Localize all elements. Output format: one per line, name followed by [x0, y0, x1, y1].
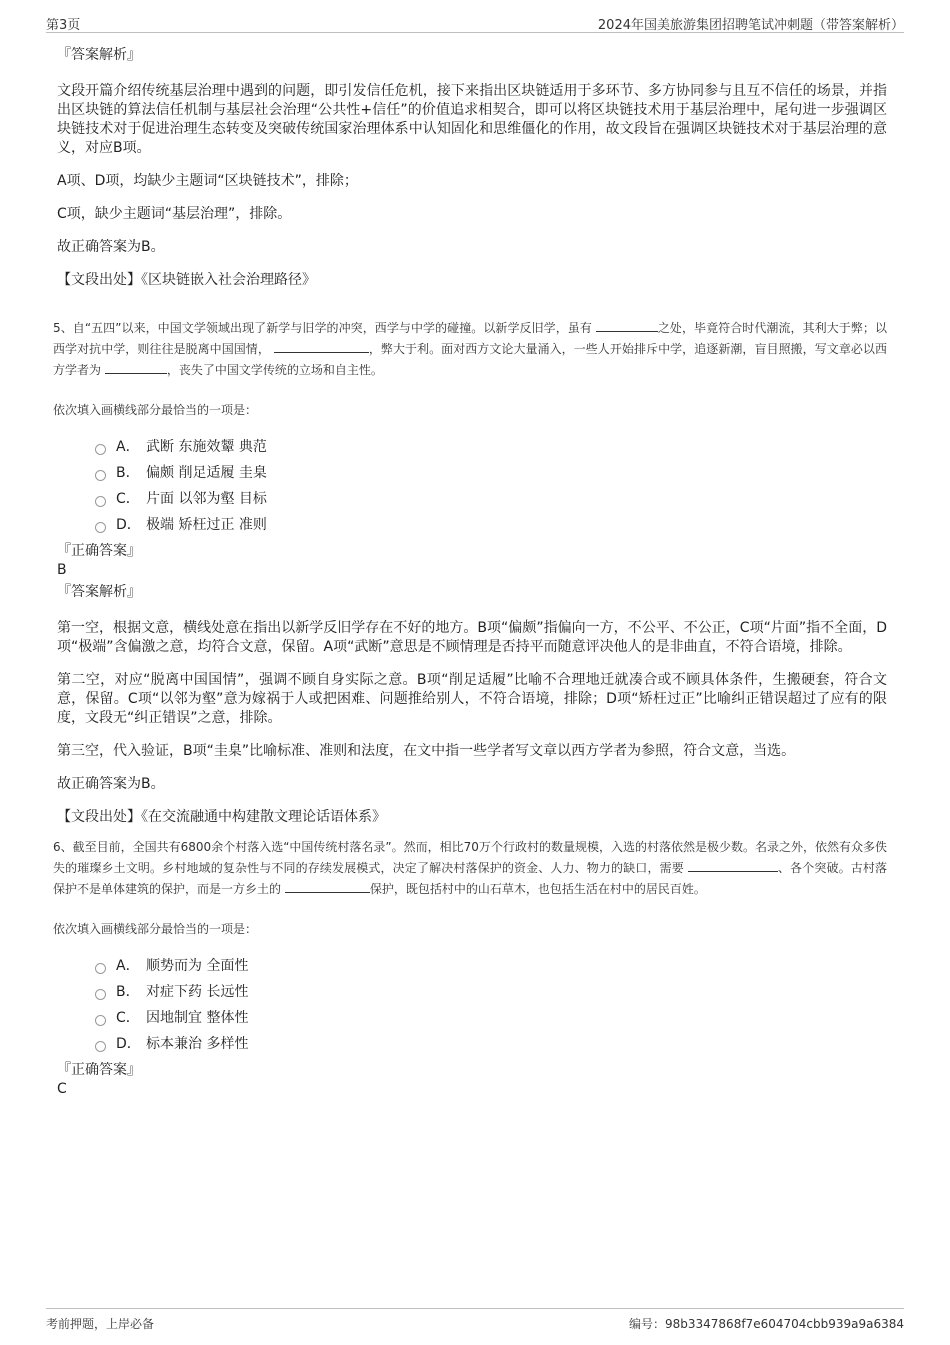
- correct-answer-label: 『正确答案』: [57, 1062, 141, 1078]
- radio-button[interactable]: [95, 470, 106, 481]
- radio-button[interactable]: [95, 444, 106, 455]
- blank-1: [688, 859, 778, 872]
- option-b[interactable]: B． 对症下药 长远性: [95, 979, 887, 1005]
- source-reference: 【文段出处】《区块链嵌入社会治理路径》: [57, 272, 316, 288]
- question-5-instruction: 依次填入画横线部分最恰当的一项是：: [53, 403, 258, 417]
- analysis-paragraph: C项，缺少主题词“基层治理”，排除。: [57, 206, 292, 222]
- option-c[interactable]: C． 片面 以邻为壑 目标: [95, 486, 887, 512]
- analysis-paragraph: 文段开篇介绍传统基层治理中遇到的问题，即引发信任危机，接下来指出区块链适用于多环节、多方协同参与且互不信任的场景，并指出区块链的算法信任机制与基层社会治理“公共性+信任”的价值追求相契合，即可以将区块链技术用于基层治理中，尾句进一步强调区块链技术对于促进治理生态转变及突破传统国家治理体系中认知固化和思维僵化的作用，故文段旨在强调区块链技术对于基层治理的意义，对应B项。: [57, 83, 887, 156]
- radio-button[interactable]: [95, 1041, 106, 1052]
- radio-button[interactable]: [95, 963, 106, 974]
- radio-button[interactable]: [95, 522, 106, 533]
- document-title: 2024年国美旅游集团招聘笔试冲刺题（带答案解析）: [597, 18, 904, 33]
- source-reference: 【文段出处】《在交流融通中构建散文理论话语体系》: [57, 809, 386, 825]
- page-content: [53, 42, 887, 1098]
- blank-1: [596, 319, 658, 332]
- option-b[interactable]: B． 偏颇 削足适履 圭臬: [95, 460, 887, 486]
- radio-button[interactable]: [95, 496, 106, 507]
- option-a[interactable]: A． 武断 东施效颦 典范: [95, 434, 887, 460]
- analysis-paragraph: 故正确答案为B。: [57, 776, 165, 792]
- footer-slogan: 考前押题，上岸必备: [46, 1317, 155, 1331]
- option-a[interactable]: A． 顺势而为 全面性: [95, 953, 887, 979]
- radio-button[interactable]: [95, 1015, 106, 1026]
- blank-2: [285, 880, 370, 893]
- analysis-paragraph: 故正确答案为B。: [57, 239, 165, 255]
- radio-button[interactable]: [95, 989, 106, 1000]
- blank-2: [274, 340, 369, 353]
- analysis-label: 『答案解析』: [57, 47, 141, 63]
- question-6-instruction: 依次填入画横线部分最恰当的一项是：: [53, 922, 258, 936]
- question-5-options: [95, 434, 887, 538]
- option-c[interactable]: C． 因地制宜 整体性: [95, 1005, 887, 1031]
- page-header: [46, 12, 904, 33]
- option-d[interactable]: D． 极端 矫枉过正 准则: [95, 512, 887, 538]
- document-id: 编号：98b3347868f7e604704cbb939a9a6384: [629, 1317, 904, 1331]
- analysis-paragraph: A项、D项，均缺少主题词“区块链技术”，排除；: [57, 173, 358, 189]
- page-footer: [46, 1308, 904, 1333]
- analysis-label: 『答案解析』: [57, 584, 141, 600]
- option-d[interactable]: D． 标本兼治 多样性: [95, 1031, 887, 1057]
- correct-answer: C: [57, 1081, 67, 1097]
- analysis-paragraph: 第三空，代入验证，B项“圭臬”比喻标准、准则和法度，在文中指一些学者写文章以西方学者为参照，符合文意，当选。: [57, 743, 796, 759]
- question-5-text: 5、自“五四”以来，中国文学领域出现了新学与旧学的冲突，西学与中学的碰撞。以新学反旧学，虽有 之处，毕竟符合时代潮流，其利大于弊；以西学对抗中学，则往往是脱离中国国情， ，弊大于利。面对西方文论大量涌入，一些人开始排斥中学，追逐新潮，盲目照搬，写文章必以西方学者为 ，丧失了中国文学传统的立场和自主性。: [53, 321, 887, 377]
- page-number: 第3页: [46, 18, 81, 33]
- correct-answer: B: [57, 562, 67, 578]
- analysis-paragraph: 第二空，对应“脱离中国国情”，强调不顾自身实际之意。B项“削足适履”比喻不合理地迁就凑合或不顾具体条件，生搬硬套，符合文意，保留。C项“以邻为壑”意为嫁祸于人或把困难、问题推给别人，不符合语境，排除；D项“矫枉过正”比喻纠正错误超过了应有的限度，文段无“纠正错误”之意，排除。: [57, 672, 887, 726]
- analysis-paragraph: 第一空，根据文意，横线处意在指出以新学反旧学存在不好的地方。B项“偏颇”指偏向一方，不公平、不公正，C项“片面”指不全面，D项“极端”含偏激之意，均符合文意，保留。A项“武断”意思是不顾情理是否持平而随意评决他人的是非曲直，不符合语境，排除。: [57, 620, 887, 655]
- correct-answer-label: 『正确答案』: [57, 543, 141, 559]
- blank-3: [105, 361, 167, 374]
- question-6-options: [95, 953, 887, 1057]
- question-6-text: 6、截至目前，全国共有6800余个村落入选“中国传统村落名录”。然而，相比70万个行政村的数量规模，入选的村落依然是极少数。名录之外，依然有众多佚失的璀璨乡土文明。乡村地域的复杂性与不同的存续发展模式，决定了解决村落保护的资金、人力、物力的缺口，需要 、各个突破。古村落保护不是单体建筑的保护，而是一方乡土的 保护，既包括村中的山石草木，也包括生活在村中的居民百姓。: [53, 840, 887, 896]
